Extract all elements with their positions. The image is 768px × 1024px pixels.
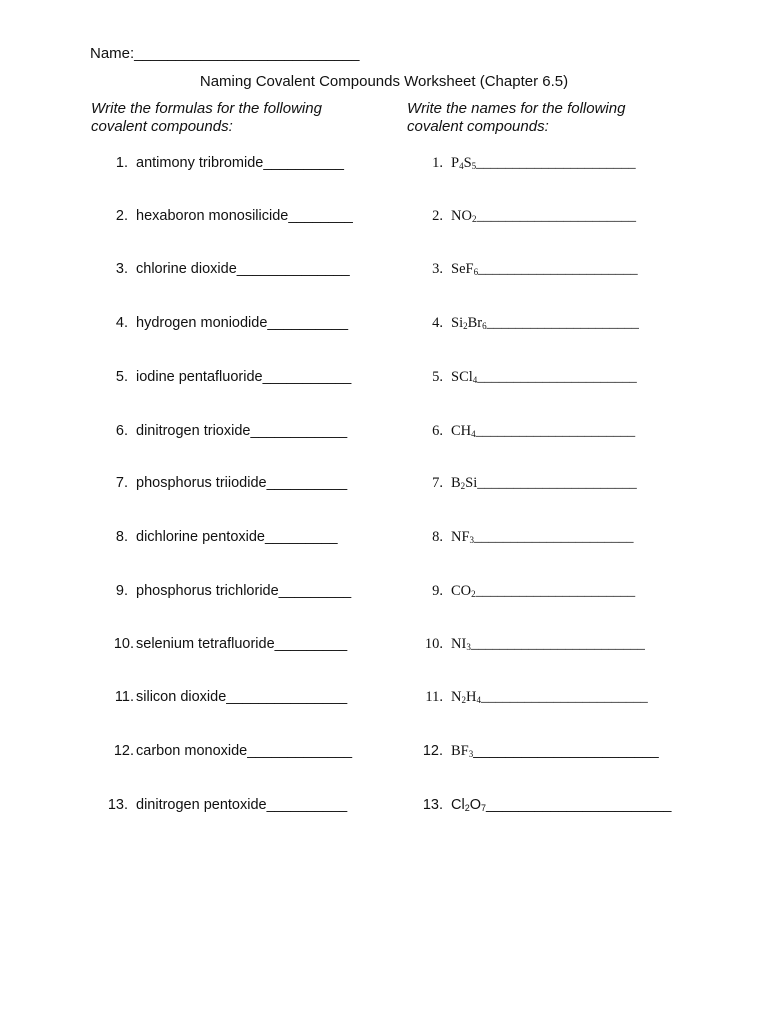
right-question-10 (424, 634, 645, 654)
left-question-7 (115, 473, 348, 493)
left-question-5 (115, 367, 352, 387)
formula: $NO_2$ (451, 208, 477, 224)
question-number: 9. (432, 583, 443, 599)
answer-blank: ______________________ (474, 529, 634, 545)
question-number: 7. (115, 475, 128, 491)
question-number: 6. (432, 423, 443, 439)
left-question-3 (115, 259, 350, 279)
answer-blank: _______________________ (480, 689, 648, 705)
question-text: silicon dioxide_______________ (136, 689, 348, 705)
question-number: 2. (115, 208, 128, 224)
question-number: 10. (424, 636, 443, 652)
right-question-4 (432, 313, 639, 333)
question-text: phosphorus triiodide__________ (136, 475, 348, 491)
question-text: iodine pentafluoride___________ (136, 369, 352, 385)
question-number: 12. (422, 743, 443, 759)
question-text: selenium tetrafluoride_________ (136, 636, 348, 652)
left-question-10 (113, 634, 348, 654)
right-question-3 (432, 259, 638, 279)
question-number: 1. (432, 155, 443, 171)
question-number: 1. (115, 155, 128, 171)
formula: SCl$_4$ (451, 369, 478, 385)
question-number: 4. (432, 315, 443, 331)
question-text: hydrogen moniodide__________ (136, 315, 349, 331)
right-question-1 (432, 153, 636, 173)
right-question-9 (432, 581, 636, 601)
formula: $Si_2Br_6$ (451, 315, 487, 331)
formula: SeF$_6$ (451, 261, 479, 277)
question-number: 3. (432, 261, 443, 277)
right-question-6 (432, 421, 636, 441)
right-question-11 (425, 687, 648, 707)
formula: $CO_2$ (451, 583, 476, 599)
formula: $NF_3$ (451, 529, 475, 545)
formula: $B_2Si$ (451, 475, 478, 491)
question-text: phosphorus trichloride_________ (136, 583, 352, 599)
right-instruction-line-2: covalent compounds: (407, 118, 549, 135)
right-question-5 (432, 367, 637, 387)
answer-blank: _______________________ (486, 797, 672, 813)
right-question-2 (432, 206, 636, 226)
question-number: 11. (114, 689, 134, 705)
formula: $P_4S_5$ (451, 155, 477, 171)
question-text: chlorine dioxide______________ (136, 261, 350, 277)
left-question-1 (115, 153, 344, 173)
left-question-11 (114, 687, 348, 707)
answer-blank: ______________________ (477, 475, 637, 491)
question-number: 11. (425, 689, 443, 705)
question-text: dinitrogen trioxide____________ (136, 423, 348, 439)
formula: $Cl_2O_7$ (451, 797, 487, 813)
left-question-8 (115, 527, 338, 547)
left-question-4 (115, 313, 349, 333)
formula: $N_2H_4$ (451, 689, 481, 705)
left-question-9 (115, 581, 352, 601)
question-number: 10. (113, 636, 134, 652)
right-instruction-line-1: Write the names for the following (407, 100, 626, 117)
answer-blank: ______________________ (475, 583, 636, 599)
answer-blank: ______________________ (475, 423, 636, 439)
question-text: antimony tribromide__________ (136, 155, 344, 171)
answer-blank: ________________________ (470, 636, 645, 652)
question-number: 8. (432, 529, 443, 545)
question-number: 12. (113, 743, 134, 759)
answer-blank: ______________________ (476, 155, 636, 171)
question-number: 5. (115, 369, 128, 385)
question-number: 13. (422, 797, 443, 813)
question-number: 2. (432, 208, 443, 224)
right-question-12 (422, 741, 659, 761)
left-instruction-line-1: Write the formulas for the following (91, 100, 322, 117)
question-number: 6. (115, 423, 128, 439)
answer-blank: ______________________ (478, 261, 638, 277)
name-field-line: Name:___________________________ (90, 45, 360, 62)
left-instruction-line-2: covalent compounds: (91, 118, 233, 135)
question-number: 5. (432, 369, 443, 385)
right-instructions (407, 100, 625, 136)
worksheet-title: Naming Covalent Compounds Worksheet (Chapter 6.5) (199, 73, 569, 90)
question-number: 8. (115, 529, 128, 545)
left-question-13 (107, 795, 348, 815)
question-number: 13. (107, 797, 128, 813)
question-number: 7. (432, 475, 443, 491)
right-question-8 (432, 527, 634, 547)
answer-blank: ______________________ (476, 208, 636, 224)
left-question-6 (115, 421, 348, 441)
left-instructions (91, 100, 322, 136)
answer-blank: _______________________ (473, 743, 659, 759)
answer-blank: _____________________ (486, 315, 639, 331)
question-text: dinitrogen pentoxide__________ (136, 797, 348, 813)
formula: $BF_3$ (451, 743, 474, 759)
answer-blank: ______________________ (477, 369, 637, 385)
right-question-7 (432, 473, 637, 493)
right-question-13 (422, 795, 672, 815)
question-number: 3. (115, 261, 128, 277)
question-number: 9. (115, 583, 128, 599)
question-number: 4. (115, 315, 128, 331)
question-text: carbon monoxide_____________ (136, 743, 353, 759)
formula: $CH_4$ (451, 423, 476, 439)
formula: $NI_3$ (451, 636, 471, 652)
question-text: hexaboron monosilicide________ (136, 208, 353, 224)
left-question-2 (115, 206, 353, 226)
left-question-12 (113, 741, 353, 761)
question-text: dichlorine pentoxide_________ (136, 529, 338, 545)
